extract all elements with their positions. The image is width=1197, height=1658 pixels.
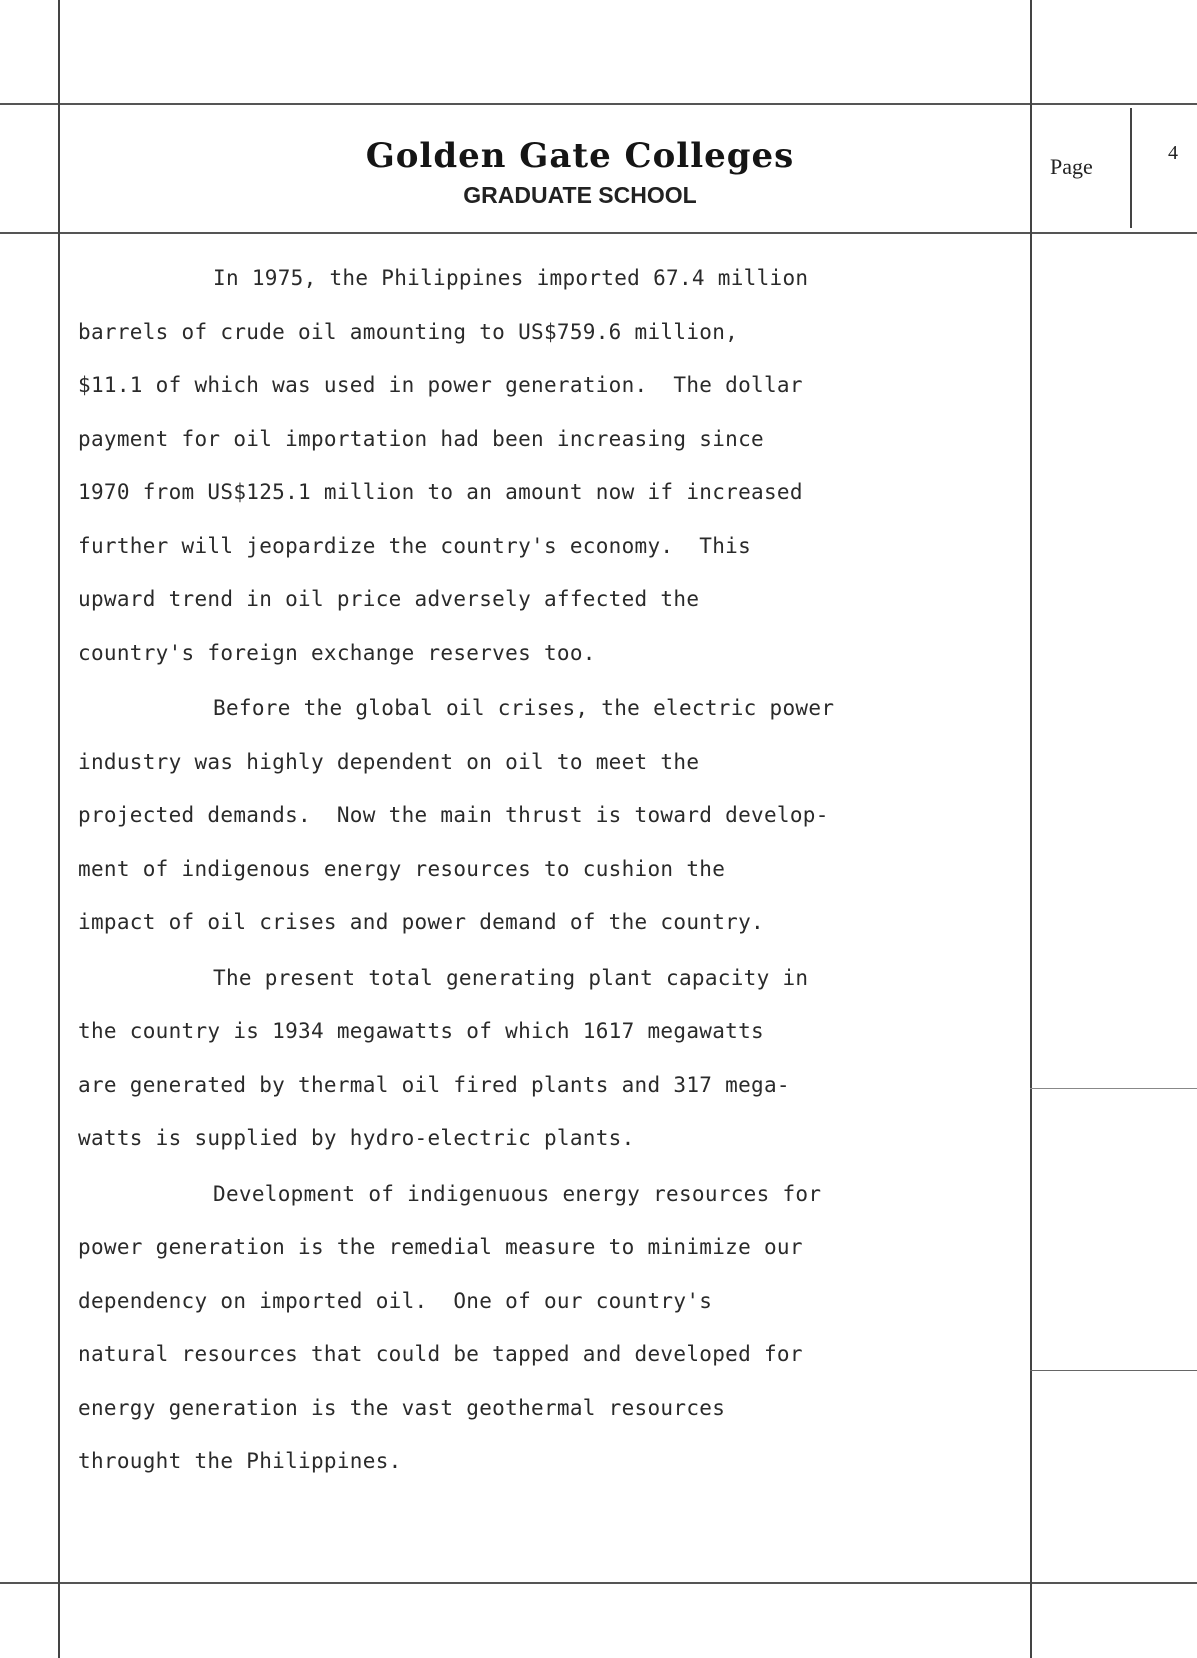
footer-rule — [0, 1582, 1197, 1584]
paragraph — [78, 1168, 1013, 1489]
text-line: energy generation is the vast geothermal resources — [78, 1395, 726, 1420]
text-line: are generated by thermal oil fired plants and 317 mega- — [78, 1072, 790, 1097]
paragraph — [78, 252, 1013, 680]
text-line: 1970 from US$125.1 million to an amount now if increased — [78, 480, 803, 504]
page-number: 4 — [1168, 142, 1178, 164]
text-line: natural resources that could be tapped and developed for — [78, 1342, 803, 1366]
text-line: ment of indigenous energy resources to cushion the — [78, 856, 726, 881]
paragraph — [78, 952, 1013, 1166]
text-line: industry was highly dependent on oil to meet the — [78, 749, 700, 774]
text-line: throught the Philippines. — [78, 1449, 402, 1473]
header-bottom-rule — [0, 232, 1197, 234]
institution-name: Golden Gate Colleges — [365, 136, 795, 176]
text-line: upward trend in oil price adversely affected the — [78, 587, 700, 611]
text-line: The present total generating plant capacity in — [213, 965, 809, 990]
text-line: watts is supplied by hydro-electric plants. — [78, 1126, 635, 1150]
text-line: impact of oil crises and power demand of the country. — [78, 910, 764, 934]
text-line: barrels of crude oil amounting to US$759.6 million, — [78, 319, 739, 344]
text-line: projected demands. Now the main thrust is toward develop- — [78, 803, 829, 827]
text-line: power generation is the remedial measure to minimize our — [78, 1235, 803, 1259]
text-line: further will jeopardize the country's economy. This — [78, 533, 752, 558]
right-column-mark-1 — [1030, 1088, 1197, 1089]
text-line: In 1975, the Philippines imported 67.4 million — [213, 266, 809, 290]
page-number-divider — [1130, 108, 1132, 228]
school-name: GRADUATE SCHOOL — [463, 182, 697, 208]
text-line: Before the global oil crises, the electric power — [213, 696, 835, 720]
text-line: the country is 1934 megawatts of which 1617 megawatts — [78, 1019, 764, 1043]
text-line: country's foreign exchange reserves too. — [78, 640, 596, 665]
text-line: Development of indigenuous energy resources for — [213, 1181, 822, 1206]
text-line: payment for oil importation had been increasing since — [78, 426, 764, 451]
text-line: dependency on imported oil. One of our country's — [78, 1288, 713, 1313]
text-line: $11.1 of which was used in power generation. The dollar — [78, 373, 803, 397]
right-column-mark-2 — [1030, 1370, 1197, 1371]
document-body — [78, 252, 1013, 1491]
top-header-rule — [0, 103, 1197, 105]
paragraph — [78, 682, 1013, 950]
page-label: Page — [1050, 154, 1093, 179]
right-margin-rule — [1030, 0, 1032, 1658]
left-margin-rule — [58, 0, 60, 1658]
